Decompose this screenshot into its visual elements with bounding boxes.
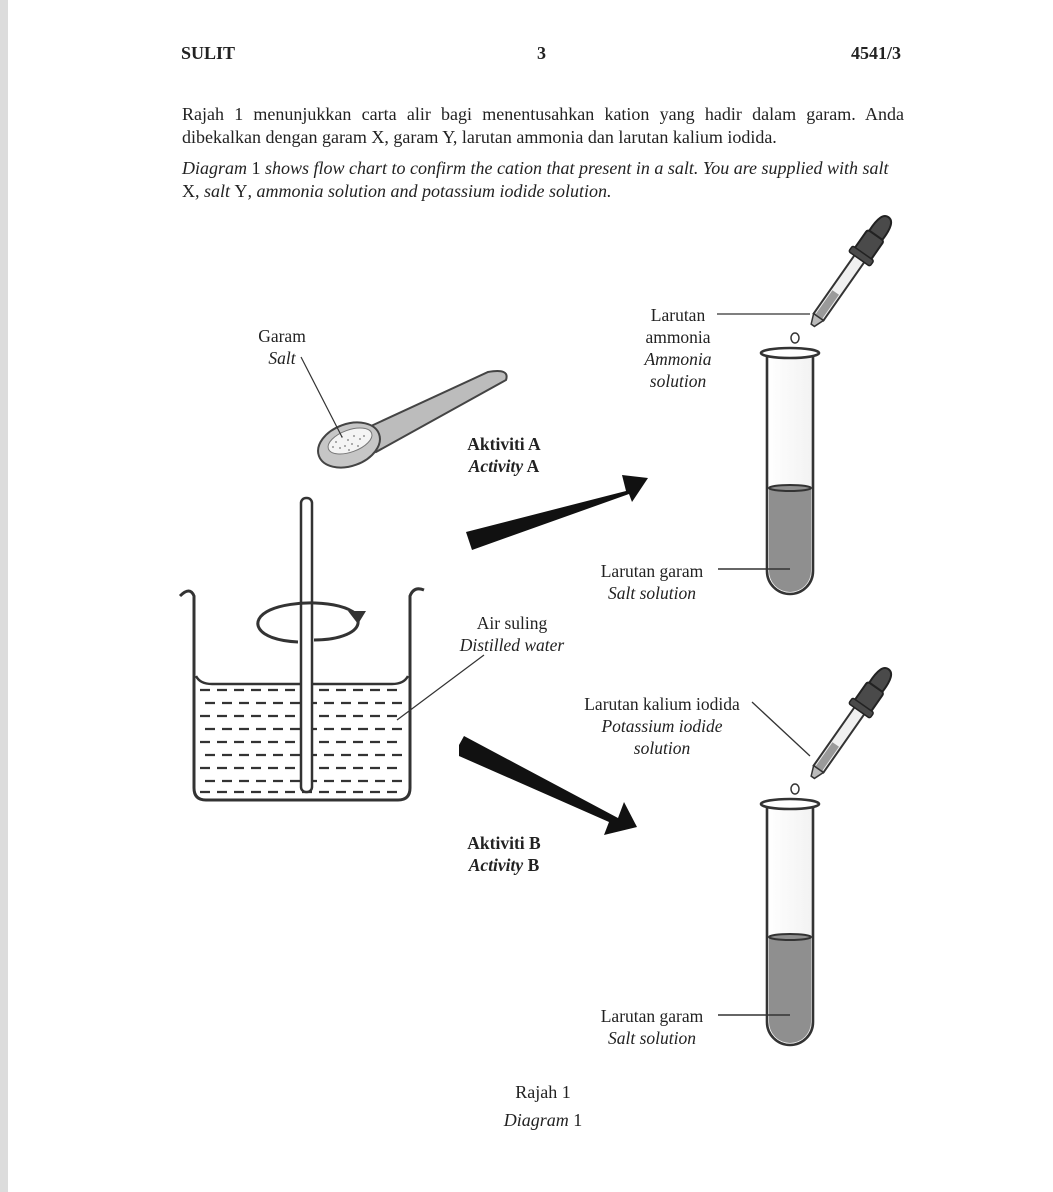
caption-english: Diagram 1	[503, 1110, 583, 1130]
test-tube-1	[761, 348, 819, 594]
label-salt: Garam Salt	[258, 326, 306, 368]
dropper-2	[802, 662, 899, 785]
ki-leader	[752, 702, 810, 756]
paper-code: 4541/3	[851, 43, 902, 63]
dropper-1	[802, 210, 899, 333]
header-sulit: SULIT	[181, 43, 236, 63]
test-tube-2	[761, 799, 819, 1045]
arrow-activity-a	[466, 475, 648, 550]
caption-malay: Rajah 1	[515, 1082, 571, 1102]
label-salt-solution-2: Larutan garam Salt solution	[600, 1006, 704, 1048]
page-number: 3	[537, 43, 546, 63]
drop-1	[791, 333, 799, 343]
label-potassium-iodide: Larutan kalium iodida Potassium iodide solution	[584, 694, 740, 758]
label-activity-b: Aktiviti B Activity B	[467, 833, 541, 875]
label-distilled-water: Air suling Distilled water	[459, 613, 565, 655]
salt-leader-line	[301, 357, 342, 437]
label-ammonia: Larutan ammonia Ammonia solution	[644, 305, 712, 391]
label-activity-a: Aktiviti A Activity A	[467, 434, 541, 476]
intro-english: Diagram 1 shows flow chart to confirm the cation that present in a salt. You are supplied with salt X, salt Y, ammonia solution and potassium iodide solution.	[182, 158, 889, 201]
caption	[443, 1078, 643, 1134]
intro-malay: Rajah 1 menunjukkan carta alir bagi menentusahkan kation yang hadir dalam garam. Anda dibekalkan dengan garam X, garam Y, larutan ammonia dan larutan kalium iodida.	[182, 104, 904, 147]
label-salt-solution-1: Larutan garam Salt solution	[600, 561, 704, 603]
drop-2	[791, 784, 799, 794]
